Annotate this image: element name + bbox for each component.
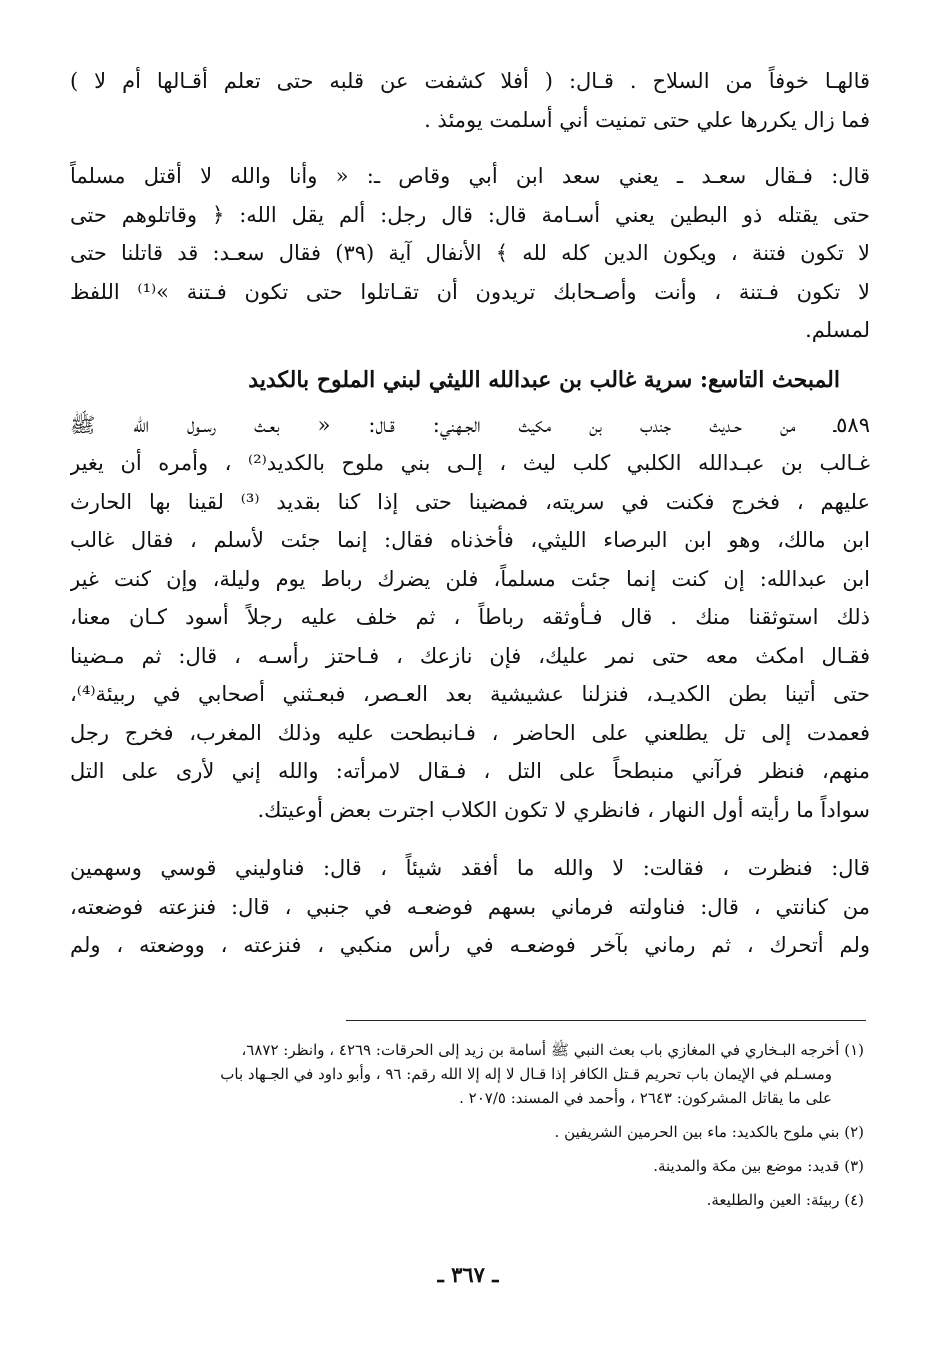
- paragraph-4: [70, 849, 870, 965]
- section-heading: المبحث التاسع: سرية غالب بن عبدالله الليثي لبني الملوح بالكديد: [248, 366, 840, 393]
- footnote-line: على ما يقاتل المشركون: ٢٦٤٣ ، وأحمد في المسند: ٢٠٧/٥ .: [459, 1089, 832, 1107]
- footnote-1: [64, 1038, 864, 1110]
- footnote-line: (٢) بني ملوح بالكديد: ماء بين الحرمين الشريفين .: [554, 1123, 864, 1141]
- text-line: ذلك استوثقنا منك . قال فـأوثقه رباطاً ، ثم خلف عليه رجلاً أسود كـان معنا،: [70, 605, 870, 629]
- footnote-line: (١) أخرجه البـخاري في المغازي باب بعث النبي ﷺ أسامة بن زيد إلى الحرقات: ٤٢٦٩ ، وانظر: ٦٨٧٢،: [241, 1041, 864, 1059]
- text-line: فقـال امكث معه حتى نمر عليك، فإن نازعك ، فـاحتز رأسـه ، قال: ثم مـضينا: [70, 643, 870, 668]
- footnotes: [64, 1038, 864, 1222]
- text-line: قال: فـقال سعـد ـ يعني سعد ابن أبي وقاص ـ: « وأنا والله لا أقتل مسلماً: [70, 164, 870, 188]
- paragraph-1: [70, 62, 870, 139]
- text-line: فعمدت إلى تل يطلعني على الحاضر ، فـانبطحت عليه وذلك المغرب، فخرج رجل: [70, 720, 870, 745]
- text-line: ٥٨٩ـ من حـديث جندب بن مكيث الجـهني: قـال: « بعـث رسـول الله ﷺ: [70, 412, 870, 437]
- footnote-line: (٣) قديد: موضع بين مكة والمدينة.: [653, 1157, 864, 1175]
- text-line: قال: فنظرت ، فقالت: لا والله ما أفقد شيئاً ، قال: فناوليني قوسي وسهمين: [70, 856, 870, 880]
- text-line: ابن مالك، وهو ابن البرصاء الليثي، فأخذناه فقال: إنما جئت لأسلم ، فقال غالب: [70, 528, 870, 552]
- page-number: ـ ٣٦٧ ـ: [437, 1262, 499, 1287]
- footnote-separator: [346, 1020, 866, 1021]
- text-line: من كنانتي ، قال: فناولته فرماني بسهم فوضعـه في جنبي ، قال: فنزعته فوضعته،: [70, 894, 870, 919]
- text-line: غـالب بن عبـدالله الكلبي كلب ليث ، إلـى بني ملوح بالكديد⁽²⁾ ، وأمره أن يغير: [70, 451, 870, 475]
- text-line: حتى يقتله ذو البطين يعني أسـامة قال: قال رجل: ألم يقل الله: ﴿ وقاتلوهم حتى: [70, 202, 870, 227]
- text-line: ابن عبدالله: إن كنت إنما جئت مسلماً، فلن يضرك رباط يوم وليلة، وإن كنت غير: [70, 566, 870, 591]
- paragraph-2: [70, 157, 870, 350]
- page-body: [70, 62, 870, 965]
- text-line: قالهـا خوفاً من السلاح . قـال: ( أفلا كشفت عن قلبه حتى تعلم أقـالها أم لا ): [70, 69, 870, 93]
- footnote-line: (٤) ربيئة: العين والطليعة.: [706, 1191, 864, 1209]
- footnote-4: [64, 1188, 864, 1212]
- text-line: لا تكون فتنة ، ويكون الدين كله لله ﴾ الأنفال آية (٣٩) فقال سعـد: قد قاتلنا حتى: [70, 241, 870, 265]
- footnote-3: [64, 1154, 864, 1178]
- text-line: حتى أتينا بطن الكديـد، فنزلنا عشيشية بعد العـصر، فبعـثني أصحابي في ربيئة⁽⁴⁾،: [70, 682, 870, 706]
- text-line: سواداً ما رأيته أول النهار ، فانظري لا تكون الكلاب اجترت بعض أوعيتك.: [257, 797, 870, 822]
- footnote-2: [64, 1120, 864, 1144]
- text-line: منهم، فنظر فرآني منبطحاً على التل ، فـقال لامرأته: والله إني لأرى على التل: [70, 759, 870, 783]
- text-line: لا تكون فـتنة ، وأنت وأصـحابك تريدون أن تقـاتلوا حتى تكون فـتنة »⁽¹⁾ اللفظ: [70, 279, 870, 304]
- text-line: ولم أتحرك ، ثم رماني بآخر فوضعـه في رأس منكبي ، فنزعته ، ووضعته ، ولم: [70, 933, 870, 957]
- paragraph-3: [70, 406, 870, 830]
- text-line: عليهم ، فخرج فكنت في سريته، فمضينا حتى إذا كنا بقديد ⁽³⁾ لقينا بها الحارث: [70, 489, 870, 514]
- text-line: لمسلم.: [805, 318, 870, 342]
- text-line: فما زال يكررها علي حتى تمنيت أني أسلمت يومئذ .: [424, 107, 870, 132]
- footnote-line: ومسـلم في الإيمان باب تحريم قـتل الكافر إذا قـال لا إله إلا الله رقم: ٩٦ ، وأبو داود في الجـهاد باب: [220, 1065, 832, 1083]
